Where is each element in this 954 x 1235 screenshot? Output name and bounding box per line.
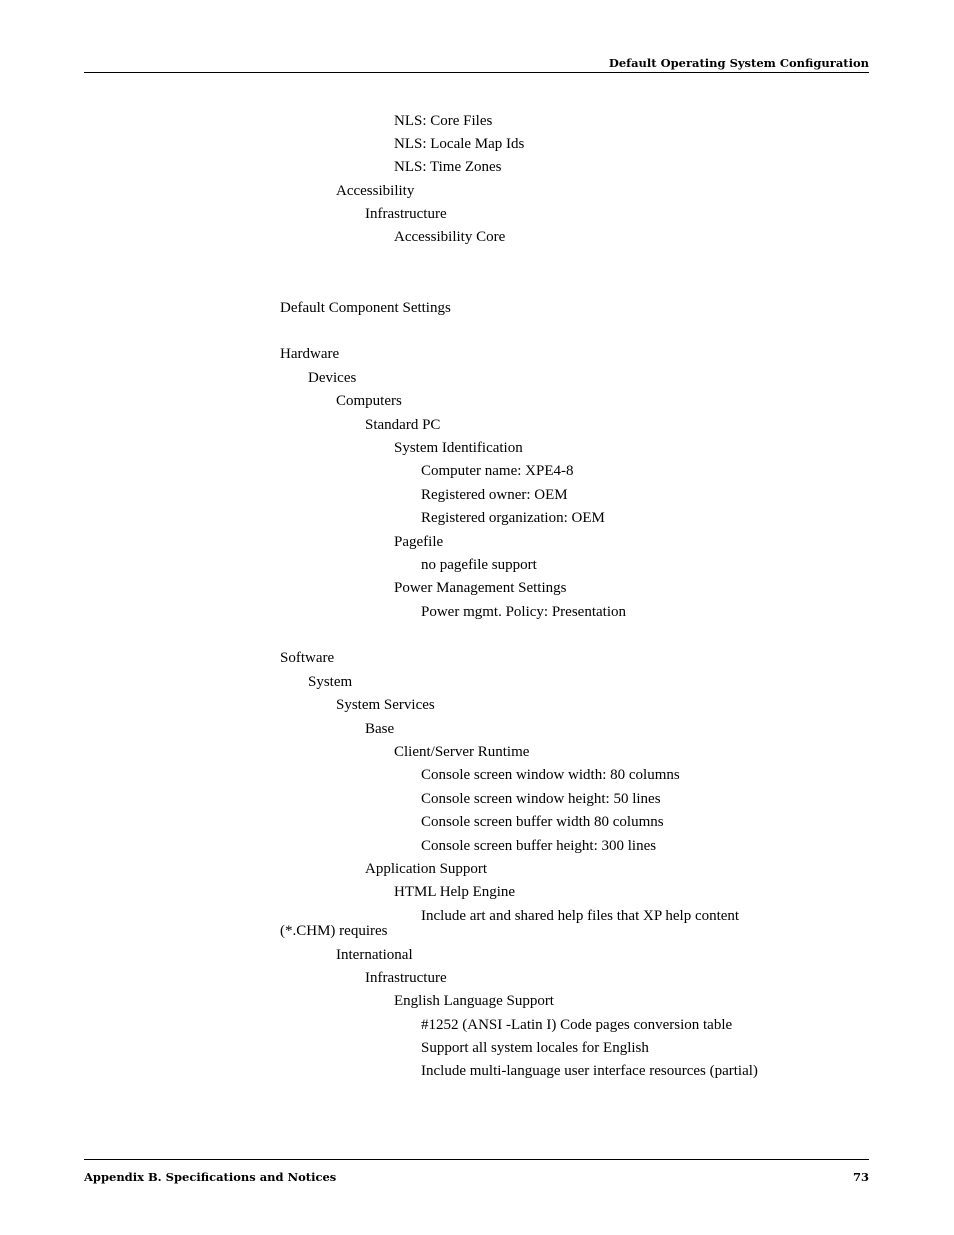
header-rule	[84, 72, 869, 73]
text-line: Standard PC	[365, 417, 441, 433]
text-line: International	[336, 947, 413, 963]
text-line: Include art and shared help files that XP help content	[421, 908, 740, 924]
text-line: Accessibility Core	[394, 229, 506, 245]
text-line: no pagefile support	[421, 557, 537, 573]
text-line: Include multi-language user interface resources (partial)	[421, 1063, 758, 1079]
text-line: Software	[280, 650, 335, 666]
text-line: Registered organization: OEM	[421, 510, 605, 526]
text-line: Support all system locales for English	[421, 1040, 649, 1056]
footer-title: Appendix B. Specifications and Notices	[84, 1170, 337, 1184]
text-line: System Identification	[394, 440, 523, 456]
text-line: Devices	[308, 370, 357, 386]
text-line: Accessibility	[336, 183, 415, 199]
text-line: System	[308, 674, 353, 690]
text-line: Application Support	[365, 861, 488, 877]
text-line: Power Management Settings	[394, 580, 567, 596]
text-line: Power mgmt. Policy: Presentation	[421, 604, 626, 620]
page-number: 73	[852, 1170, 869, 1184]
text-line: Base	[365, 721, 395, 737]
text-line: Registered owner: OEM	[421, 487, 568, 503]
text-line: Infrastructure	[365, 970, 447, 986]
text-line: Console screen buffer height: 300 lines	[421, 838, 657, 854]
text-line: English Language Support	[394, 993, 554, 1009]
text-line: HTML Help Engine	[394, 884, 516, 900]
text-line: Computer name: XPE4-8	[421, 463, 574, 479]
text-line: NLS: Core Files	[394, 113, 493, 129]
text-line: (*.CHM) requires	[280, 923, 388, 939]
text-line: Pagefile	[394, 534, 444, 550]
text-line: NLS: Locale Map Ids	[394, 136, 525, 152]
text-line: #1252 (ANSI -Latin I) Code pages conversion table	[421, 1017, 733, 1033]
text-line: Computers	[336, 393, 402, 409]
text-line: System Services	[336, 697, 435, 713]
running-header: Default Operating System Configuration	[608, 56, 869, 70]
section-heading: Default Component Settings	[280, 300, 451, 316]
text-line: NLS: Time Zones	[394, 159, 502, 175]
text-line: Console screen window width: 80 columns	[421, 767, 680, 783]
text-line: Client/Server Runtime	[394, 744, 530, 760]
footer-rule	[84, 1159, 869, 1160]
text-line: Infrastructure	[365, 206, 447, 222]
text-line: Console screen buffer width 80 columns	[421, 814, 664, 830]
text-line: Console screen window height: 50 lines	[421, 791, 661, 807]
text-line: Hardware	[280, 346, 340, 362]
